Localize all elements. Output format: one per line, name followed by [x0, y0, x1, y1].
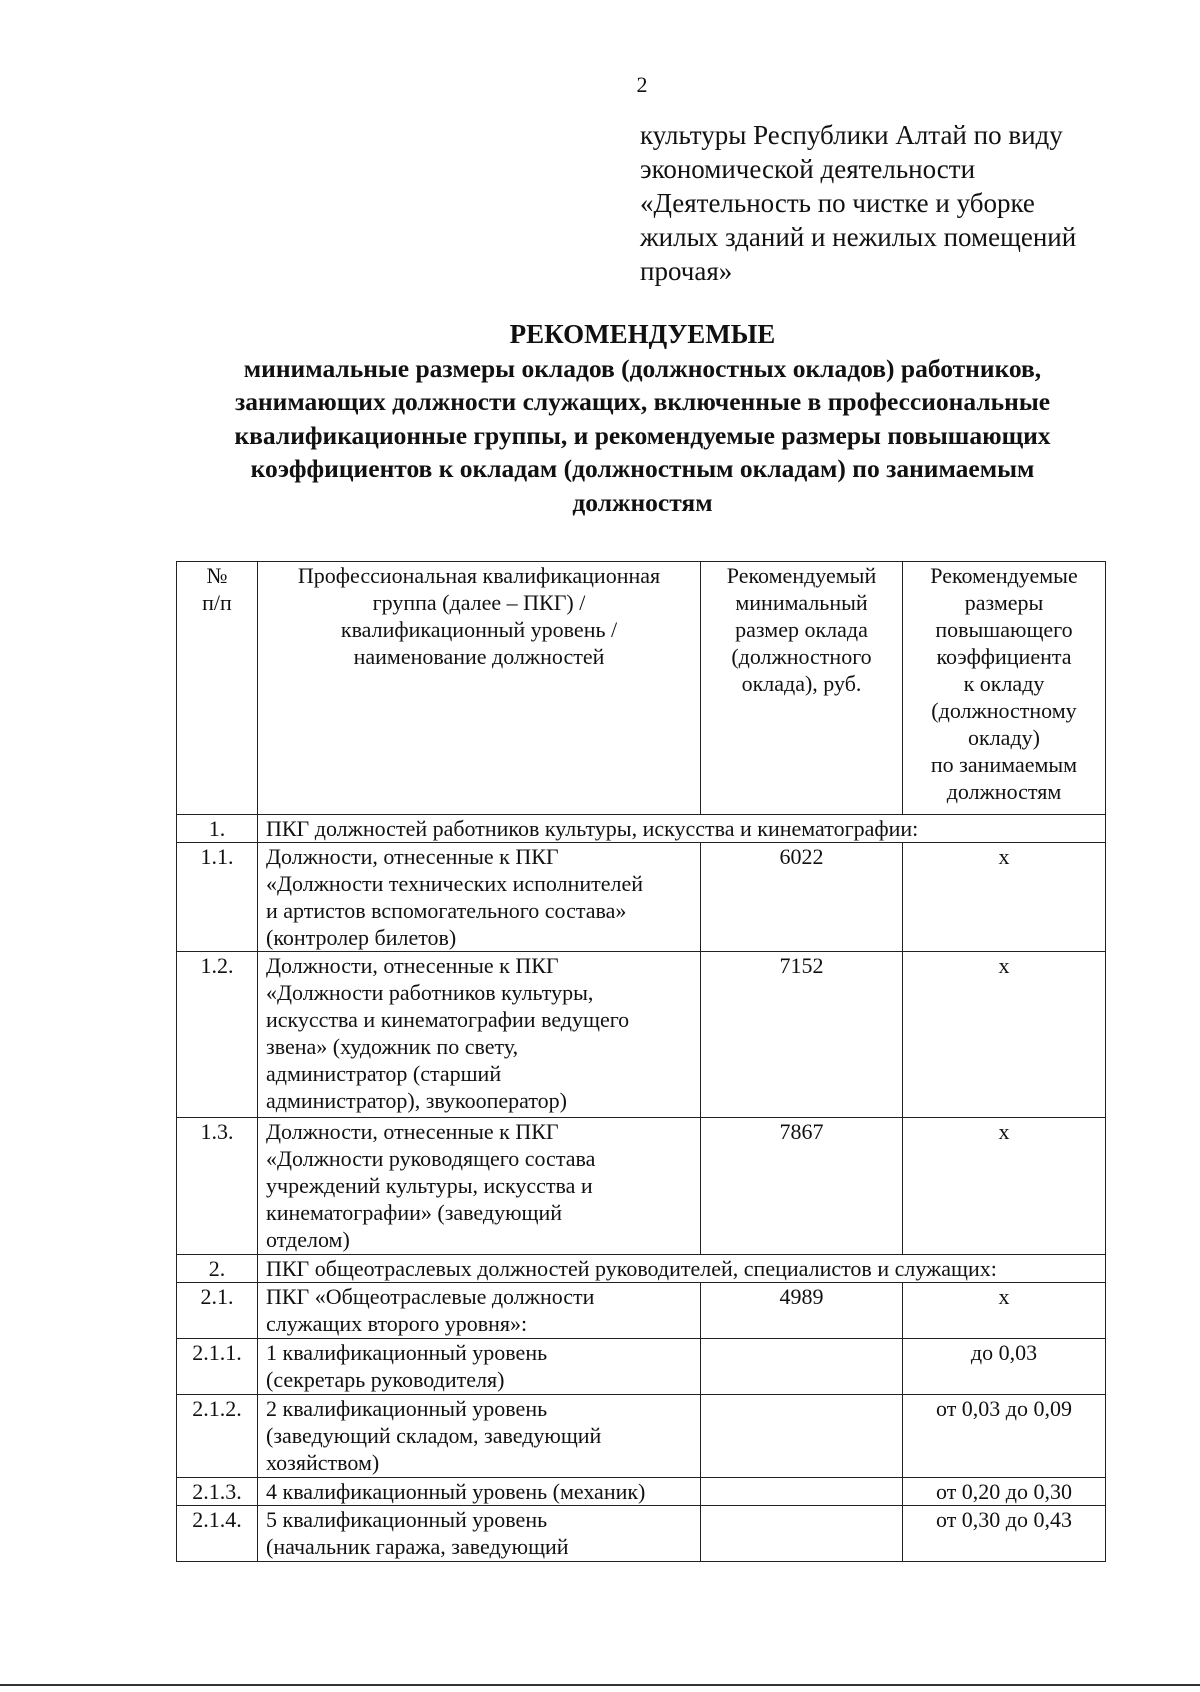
- header-num: № п/п: [177, 562, 258, 815]
- row-salary: [701, 1506, 903, 1562]
- title-line: квалификационные группы, и рекомендуемые размеры повышающих: [234, 420, 1051, 450]
- row-coefficient: х: [903, 1283, 1106, 1339]
- scan-edge-line: [0, 1684, 1200, 1686]
- header-coefficient: Рекомендуемые размеры повышающего коэффициента к окладу (должностному окладу) по занимаемым должностям: [903, 562, 1106, 815]
- title-line: минимальные размеры окладов (должностных окладов) работников,: [243, 353, 1042, 383]
- section-row: [177, 1255, 1106, 1283]
- table-header-row: [177, 562, 1106, 815]
- row-coefficient: от 0,20 до 0,30: [903, 1478, 1106, 1506]
- header-line: жилых зданий и нежилых помещений: [640, 222, 1077, 252]
- table-row: [177, 1118, 1106, 1255]
- row-group: ПКГ «Общеотраслевые должности служащих второго уровня»:: [258, 1283, 701, 1339]
- row-number: 1.: [177, 815, 258, 843]
- row-group: 4 квалификационный уровень (механик): [258, 1478, 701, 1506]
- row-group: 1 квалификационный уровень (секретарь руководителя): [258, 1339, 701, 1395]
- table-row: [177, 1395, 1106, 1478]
- title-line: занимающих должности служащих, включенные в профессиональные: [234, 387, 1051, 416]
- rates-table: [176, 561, 1106, 1562]
- title-main: РЕКОМЕНДУЕМЫЕ: [509, 319, 776, 349]
- row-group: Должности, отнесенные к ПКГ «Должности руководящего состава учреждений культуры, искусства и кинематографии» (заведующий отделом): [258, 1118, 701, 1255]
- row-salary: 7867: [701, 1118, 903, 1255]
- row-coefficient: х: [903, 843, 1106, 952]
- section-title: ПКГ должностей работников культуры, искусства и кинематографии:: [258, 815, 1106, 843]
- page-number: 2: [636, 72, 648, 97]
- section-title: ПКГ общеотраслевых должностей руководителей, специалистов и служащих:: [258, 1255, 1106, 1283]
- document-header: [640, 118, 1120, 288]
- row-group: 2 квалификационный уровень (заведующий складом, заведующий хозяйством): [258, 1395, 701, 1478]
- header-line: прочая»: [640, 256, 733, 286]
- table-row: [177, 1339, 1106, 1395]
- header-line: «Деятельность по чистке и уборке: [640, 188, 1035, 218]
- section-row: [177, 815, 1106, 843]
- table-row: [177, 1506, 1106, 1562]
- row-number: 2.1.3.: [177, 1478, 258, 1506]
- row-salary: [701, 1339, 903, 1395]
- row-group: Должности, отнесенные к ПКГ «Должности работников культуры, искусства и кинематографии ведущего звена» (художник по свету, администратор (старший администратор), звукооператор): [258, 952, 701, 1118]
- table-row: [177, 952, 1106, 1118]
- row-number: 1.2.: [177, 952, 258, 1118]
- row-salary: 7152: [701, 952, 903, 1118]
- row-number: 1.1.: [177, 843, 258, 952]
- row-coefficient: х: [903, 952, 1106, 1118]
- row-number: 2.1.4.: [177, 1506, 258, 1562]
- table-row: [177, 1283, 1106, 1339]
- row-number: 2.1.1.: [177, 1339, 258, 1395]
- header-group: Профессиональная квалификационная группа (далее – ПКГ) / квалификационный уровень / наименование должностей: [258, 562, 701, 815]
- row-coefficient: от 0,03 до 0,09: [903, 1395, 1106, 1478]
- header-line: культуры Республики Алтай по виду: [640, 120, 1063, 150]
- table-row: [177, 843, 1106, 952]
- row-salary: [701, 1395, 903, 1478]
- header-salary: Рекомендуемый минимальный размер оклада (должностного оклада), руб.: [701, 562, 903, 815]
- row-group: 5 квалификационный уровень (начальник гаража, заведующий: [258, 1506, 701, 1562]
- row-coefficient: от 0,30 до 0,43: [903, 1506, 1106, 1562]
- row-coefficient: х: [903, 1118, 1106, 1255]
- table-row: [177, 1478, 1106, 1506]
- row-number: 2.1.: [177, 1283, 258, 1339]
- row-number: 2.: [177, 1255, 258, 1283]
- row-group: Должности, отнесенные к ПКГ «Должности технических исполнителей и артистов вспомогательного состава» (контролер билетов): [258, 843, 701, 952]
- row-salary: 4989: [701, 1283, 903, 1339]
- header-line: экономической деятельности: [640, 154, 976, 184]
- row-coefficient: до 0,03: [903, 1339, 1106, 1395]
- document-title: [150, 318, 1135, 519]
- title-line: коэффициентов к окладам (должностным окладам) по занимаемым: [250, 454, 1035, 483]
- row-salary: 6022: [701, 843, 903, 952]
- row-salary: [701, 1478, 903, 1506]
- title-line: должностям: [572, 487, 713, 517]
- row-number: 1.3.: [177, 1118, 258, 1255]
- row-number: 2.1.2.: [177, 1395, 258, 1478]
